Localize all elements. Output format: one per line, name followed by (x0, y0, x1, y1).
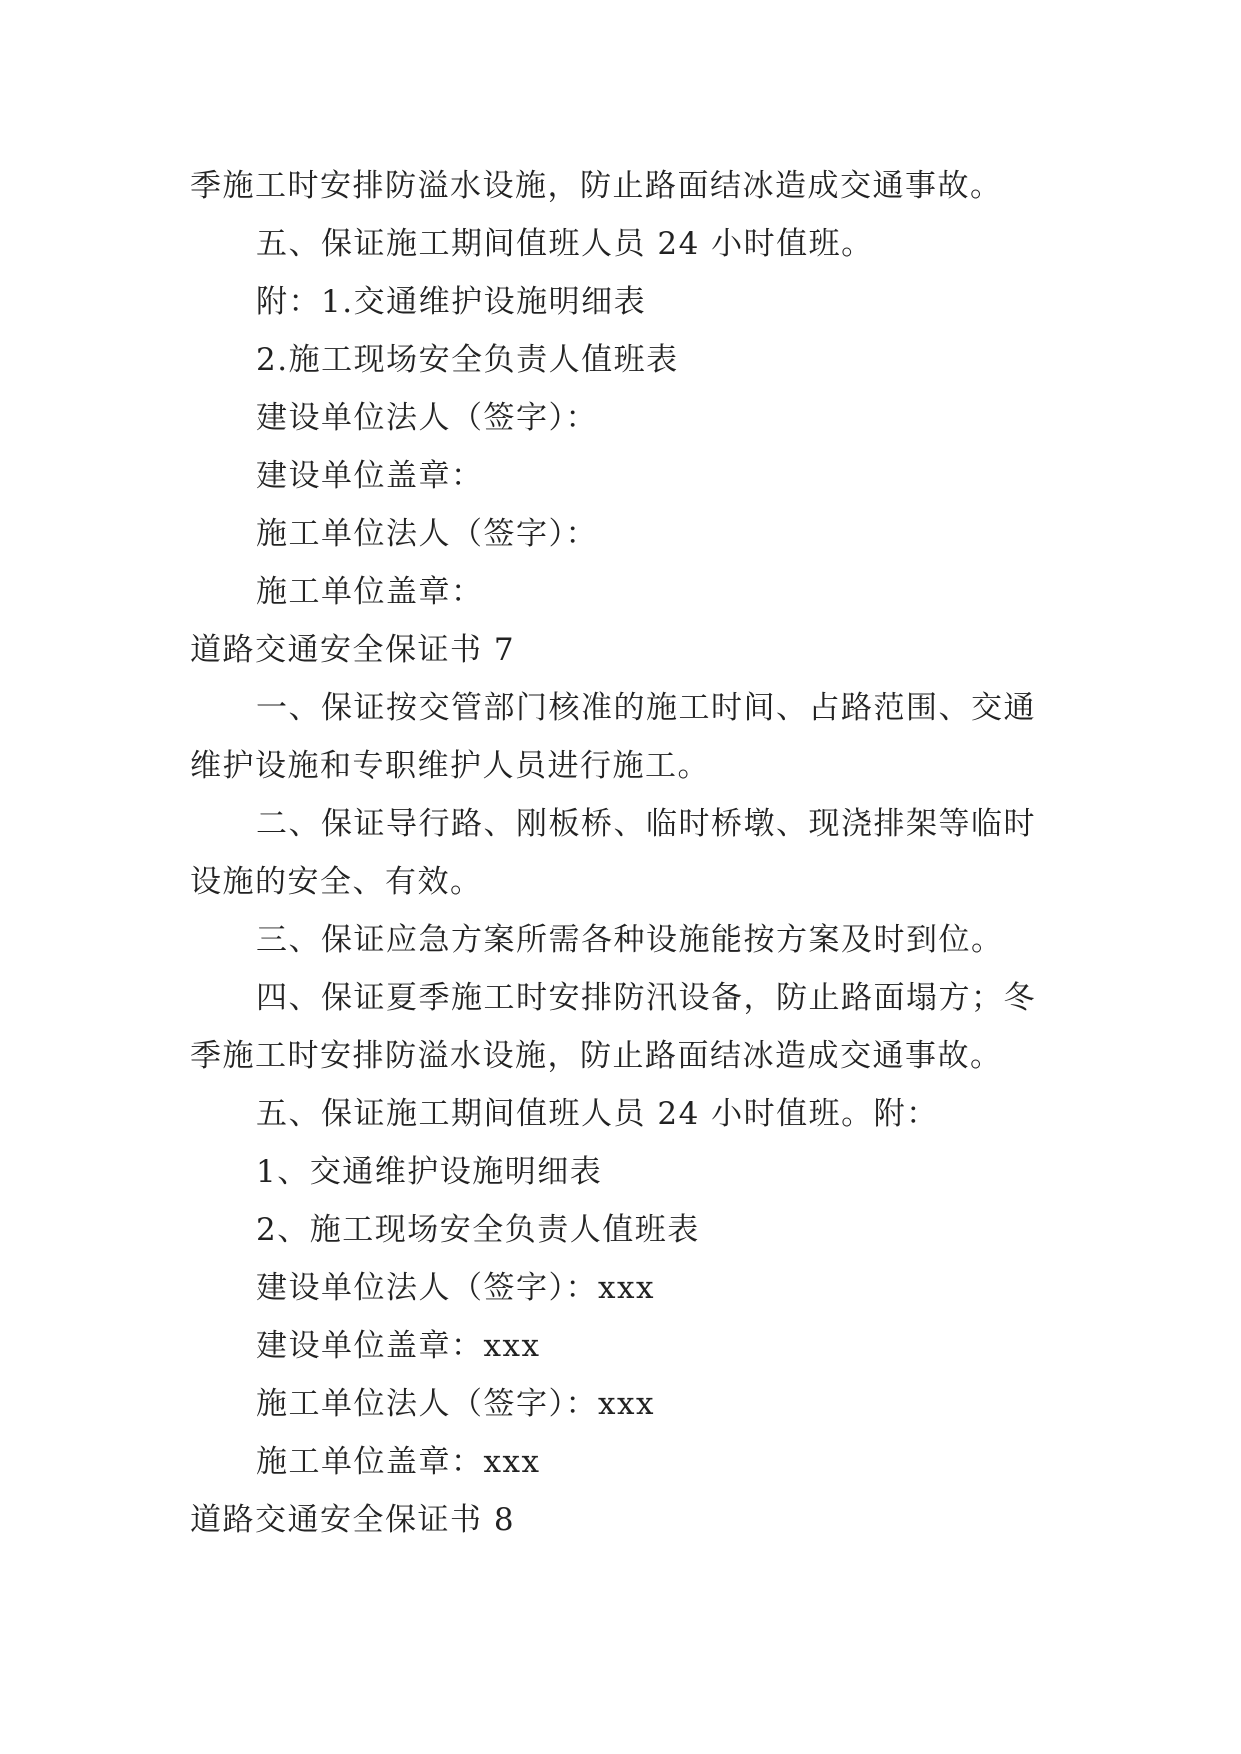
signature-contractor-legal-filled: 施工单位法人（签字）：xxx (256, 1386, 655, 1422)
item-one: 一、保证按交管部门核准的施工时间、占路范围、交通 (256, 690, 1036, 726)
item-four: 四、保证夏季施工时安排防汛设备，防止路面塌方；冬 (256, 980, 1036, 1016)
attachment-2: 2.施工现场安全负责人值班表 (256, 342, 679, 378)
item-three: 三、保证应急方案所需各种设施能按方案及时到位。 (256, 922, 1004, 958)
seal-builder: 建设单位盖章： (256, 458, 484, 494)
section-heading-7: 道路交通安全保证书 7 (190, 632, 516, 668)
item-two: 二、保证导行路、刚板桥、临时桥墩、现浇排架等临时 (256, 806, 1036, 842)
item-one-continuation: 维护设施和专职维护人员进行施工。 (190, 748, 710, 784)
seal-contractor-filled: 施工单位盖章：xxx (256, 1444, 541, 1480)
item-four-continuation: 季施工时安排防溢水设施，防止路面结冰造成交通事故。 (190, 1038, 1003, 1074)
item-two-continuation: 设施的安全、有效。 (190, 864, 483, 900)
item-five: 五、保证施工期间值班人员 24 小时值班。附： (256, 1096, 939, 1132)
attachment-list-2: 2、施工现场安全负责人值班表 (256, 1212, 700, 1248)
signature-builder-legal-filled: 建设单位法人（签字）：xxx (256, 1270, 655, 1306)
signature-builder-legal: 建设单位法人（签字）： (256, 400, 598, 436)
attachment-list-1: 1、交通维护设施明细表 (256, 1154, 603, 1190)
seal-contractor: 施工单位盖章： (256, 574, 484, 610)
seal-builder-filled: 建设单位盖章：xxx (256, 1328, 541, 1364)
section-heading-8: 道路交通安全保证书 8 (190, 1502, 516, 1538)
paragraph-continuation: 季施工时安排防溢水设施，防止路面结冰造成交通事故。 (190, 168, 1003, 204)
attachment-1: 附：1.交通维护设施明细表 (256, 284, 647, 320)
signature-contractor-legal: 施工单位法人（签字）： (256, 516, 598, 552)
item-five-duty: 五、保证施工期间值班人员 24 小时值班。 (256, 226, 874, 262)
